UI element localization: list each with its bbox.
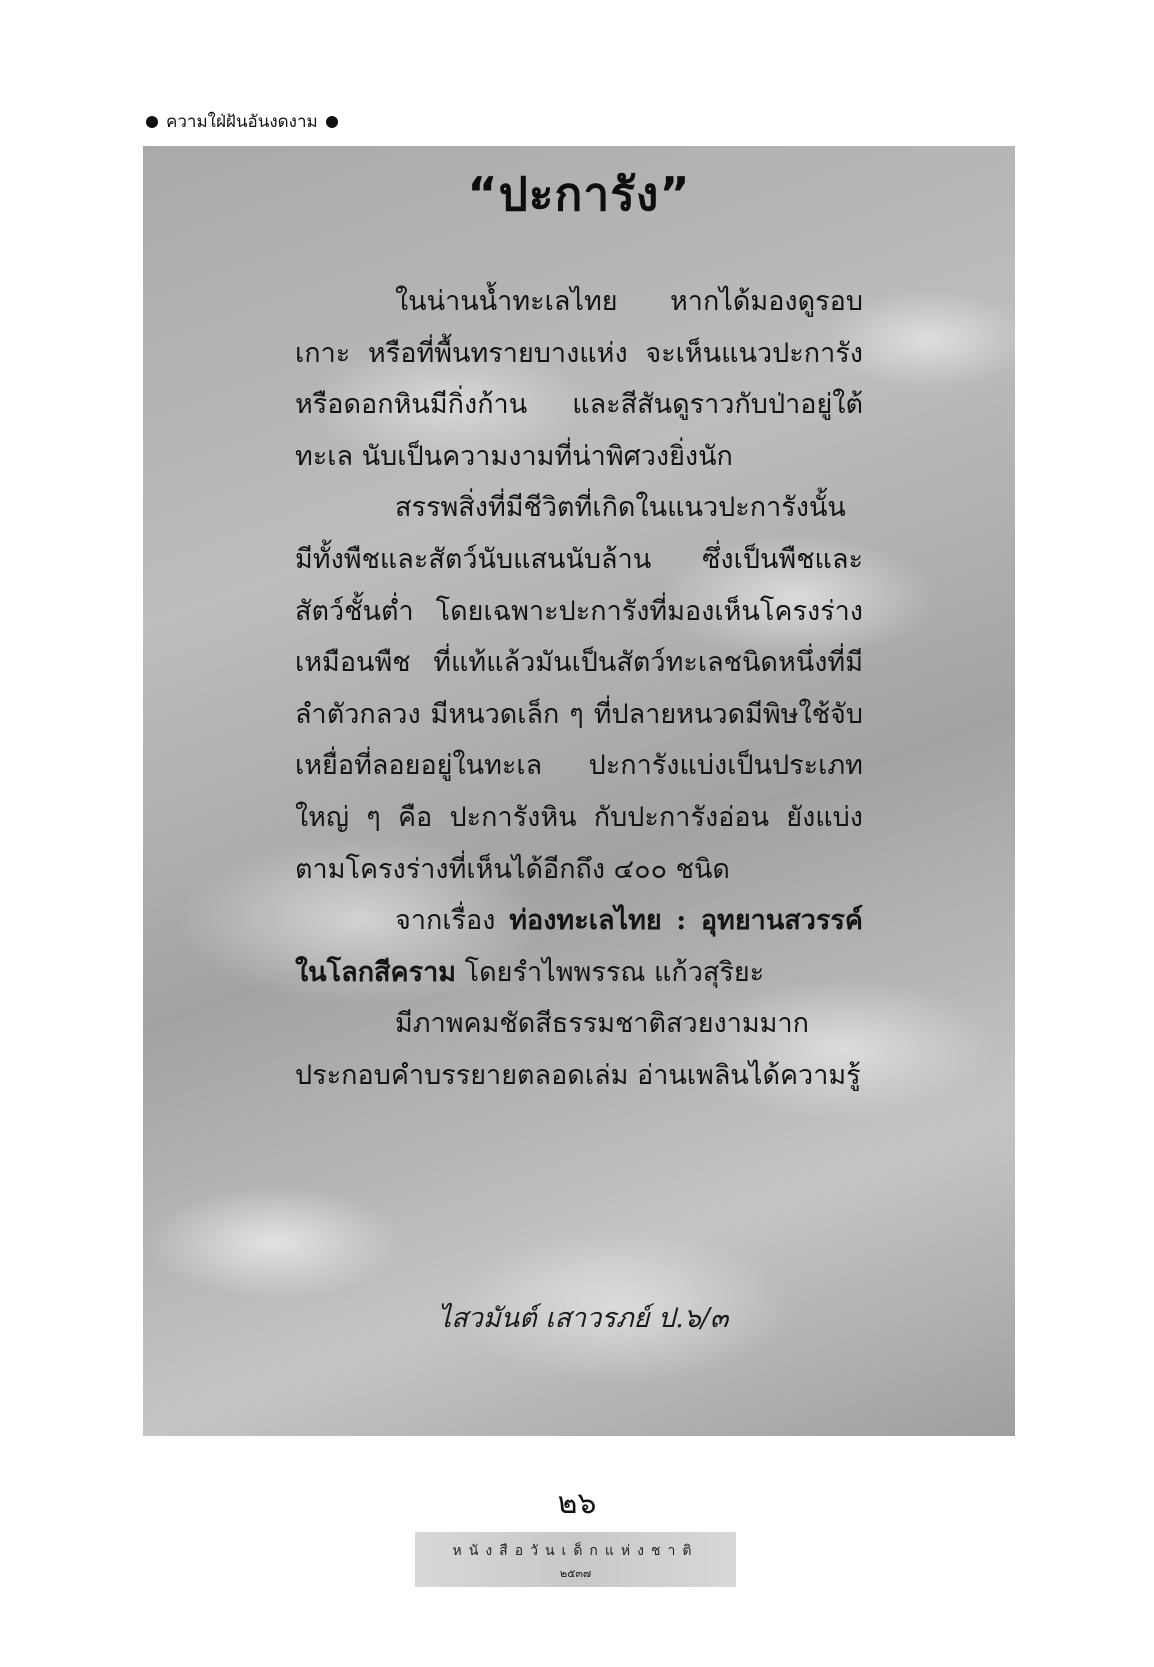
bullet-dot-icon (326, 116, 338, 128)
running-head-text: ความใฝ่ฝันอันงดงาม (166, 112, 318, 132)
source-book-title: ท่องทะเลไทย : อุทยานสวรรค์ในโลกสีคราม (295, 905, 863, 988)
bullet-dot-icon (146, 116, 158, 128)
source-prefix: จากเรื่อง (395, 905, 510, 937)
running-head (146, 108, 338, 135)
footer-badge (415, 1532, 736, 1587)
paragraph-1: ในน่านน้ำทะเลไทย หากได้มองดูรอบเกาะ หรือที่พื้นทรายบางแห่ง จะเห็นแนวปะการัง หรือดอกหินมีกิ่งก้าน และสีสันดูราวกับป่าอยู่ใต้ทะเล นับเป็นความงามที่น่าพิศวงยิ่งนัก (295, 286, 863, 472)
article-title: “ปะการัง” (467, 167, 691, 221)
paragraph-2: สรรพสิ่งที่มีชีวิตที่เกิดในแนวปะการังนั้นมีทั้งพืชและสัตว์นับแสนนับล้าน ซึ่งเป็นพืชและสัตว์ชั้นต่ำ โดยเฉพาะปะการังที่มองเห็นโครงร่างเหมือนพืช ที่แท้แล้วมันเป็นสัตว์ทะเลชนิดหนึ่งที่มีลำตัวกลวง มีหนวดเล็ก ๆ ที่ปลายหนวดมีพิษใช้จับเหยื่อที่ลอยอยู่ในทะเล ปะการังแบ่งเป็นประเภทใหญ่ ๆ คือ ปะการังหิน กับปะการังอ่อน ยังแบ่งตามโครงร่างที่เห็นได้อีกถึง ๔๐๐ ชนิด (295, 492, 863, 885)
author-signature: ไสวมันต์ เสาวรภย์ ป.๖/๓ (437, 1303, 729, 1334)
content-panel (143, 146, 1015, 1436)
source-author: โดยรำไพพรรณ แก้วสุริยะ (456, 956, 765, 988)
article-body (295, 276, 863, 1102)
footer-title: หนังสือวันเด็กแห่งชาติ (452, 1543, 699, 1559)
source-paragraph (295, 895, 863, 998)
footer-year: ๒๕๓๗ (559, 1567, 592, 1580)
page-number: ๒๖ (557, 1486, 597, 1521)
closing-paragraph: มีภาพคมชัดสีธรรมชาติสวยงามมากประกอบคำบรรยายตลอดเล่ม อ่านเพลินได้ความรู้ (295, 1008, 861, 1091)
